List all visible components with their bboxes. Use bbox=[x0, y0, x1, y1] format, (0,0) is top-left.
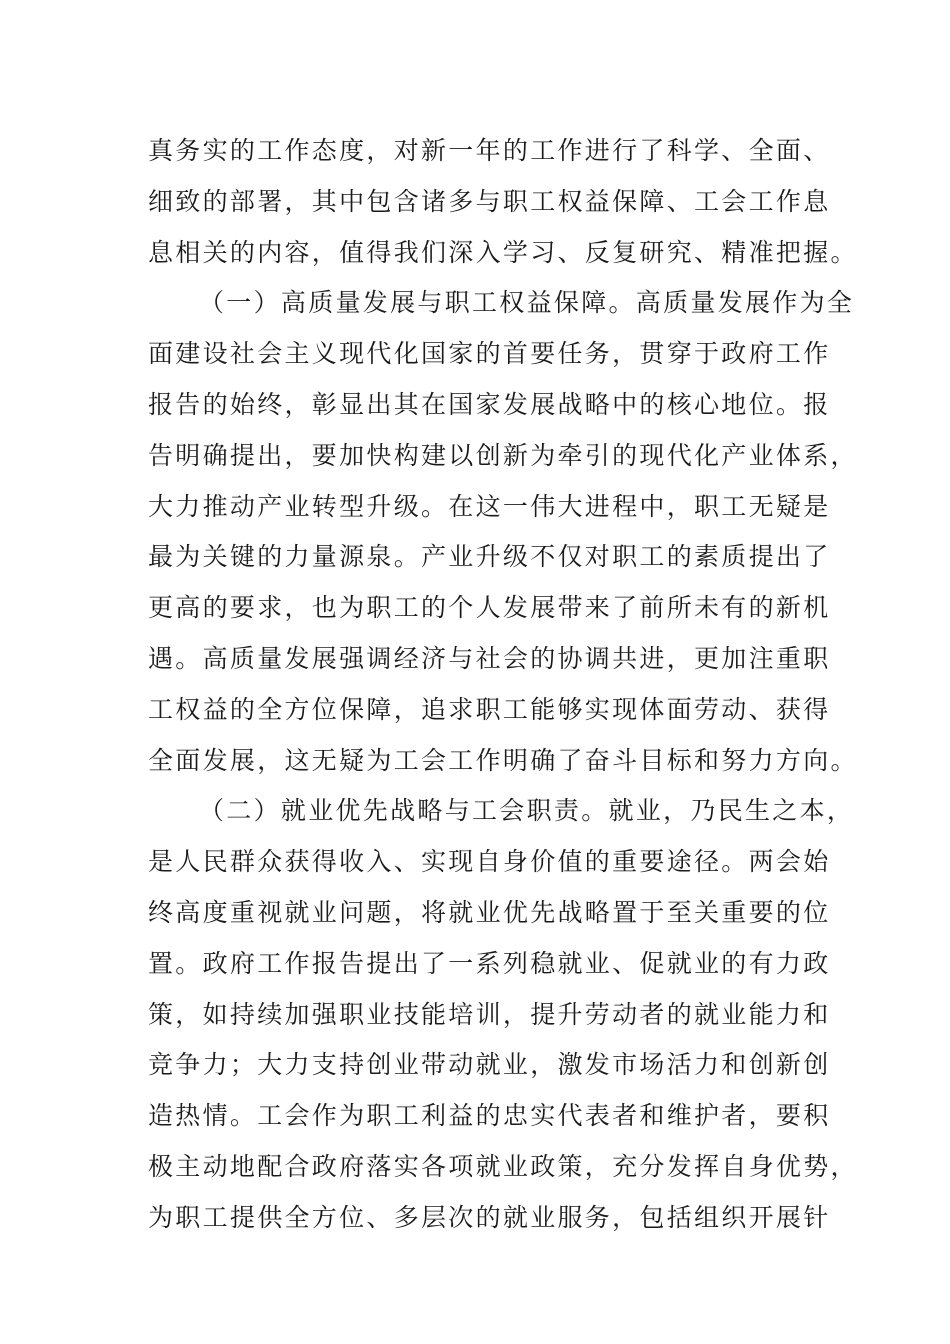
text-line: 大力推动产业转型升级。在这一伟大进程中，职工无疑是 bbox=[148, 491, 831, 521]
text-line: 报告的始终，彰显出其在国家发展战略中的核心地位。报 bbox=[148, 389, 831, 419]
text-line: 置。政府工作报告提出了一系列稳就业、促就业的有力政 bbox=[148, 948, 831, 978]
text-line: 真务实的工作态度，对新一年的工作进行了科学、全面、 bbox=[148, 136, 831, 165]
body-text bbox=[148, 126, 858, 1244]
text-line: 告明确提出，要加快构建以创新为牵引的现代化产业体系， bbox=[148, 440, 858, 470]
text-line: 策，如持续加强职业技能培训，提升劳动者的就业能力和 bbox=[148, 999, 831, 1029]
text-line: 竞争力；大力支持创业带动就业，激发市场活力和创新创 bbox=[148, 1050, 831, 1080]
text-line: 面建设社会主义现代化国家的首要任务，贯穿于政府工作 bbox=[148, 339, 831, 369]
text-line: 细致的部署，其中包含诸多与职工权益保障、工会工作息 bbox=[148, 186, 831, 216]
text-line: 造热情。工会作为职工利益的忠实代表者和维护者，要积 bbox=[148, 1101, 831, 1131]
section-2-heading-line: （二）就业优先战略与工会职责。就业，乃民生之本， bbox=[199, 796, 855, 826]
text-line: 遇。高质量发展强调经济与社会的协调共进，更加注重职 bbox=[148, 643, 831, 673]
text-line: 息相关的内容，值得我们深入学习、反复研究、精准把握。 bbox=[148, 237, 858, 267]
text-line: 为职工提供全方位、多层次的就业服务，包括组织开展针 bbox=[148, 1202, 831, 1232]
text-line: 是人民群众获得收入、实现自身价值的重要途径。两会始 bbox=[148, 847, 831, 877]
text-line: 更高的要求，也为职工的个人发展带来了前所未有的新机 bbox=[148, 593, 831, 623]
text-line: 终高度重视就业问题，将就业优先战略置于至关重要的位 bbox=[148, 897, 831, 927]
section-1-heading-line: （一）高质量发展与职工权益保障。高质量发展作为全 bbox=[199, 288, 855, 318]
text-line: 极主动地配合政府落实各项就业政策，充分发挥自身优势， bbox=[148, 1151, 858, 1181]
text-line: 工权益的全方位保障，追求职工能够实现体面劳动、获得 bbox=[148, 694, 831, 724]
text-line: 最为关键的力量源泉。产业升级不仅对职工的素质提出了 bbox=[148, 542, 831, 572]
text-line: 全面发展，这无疑为工会工作明确了奋斗目标和努力方向。 bbox=[148, 745, 858, 775]
